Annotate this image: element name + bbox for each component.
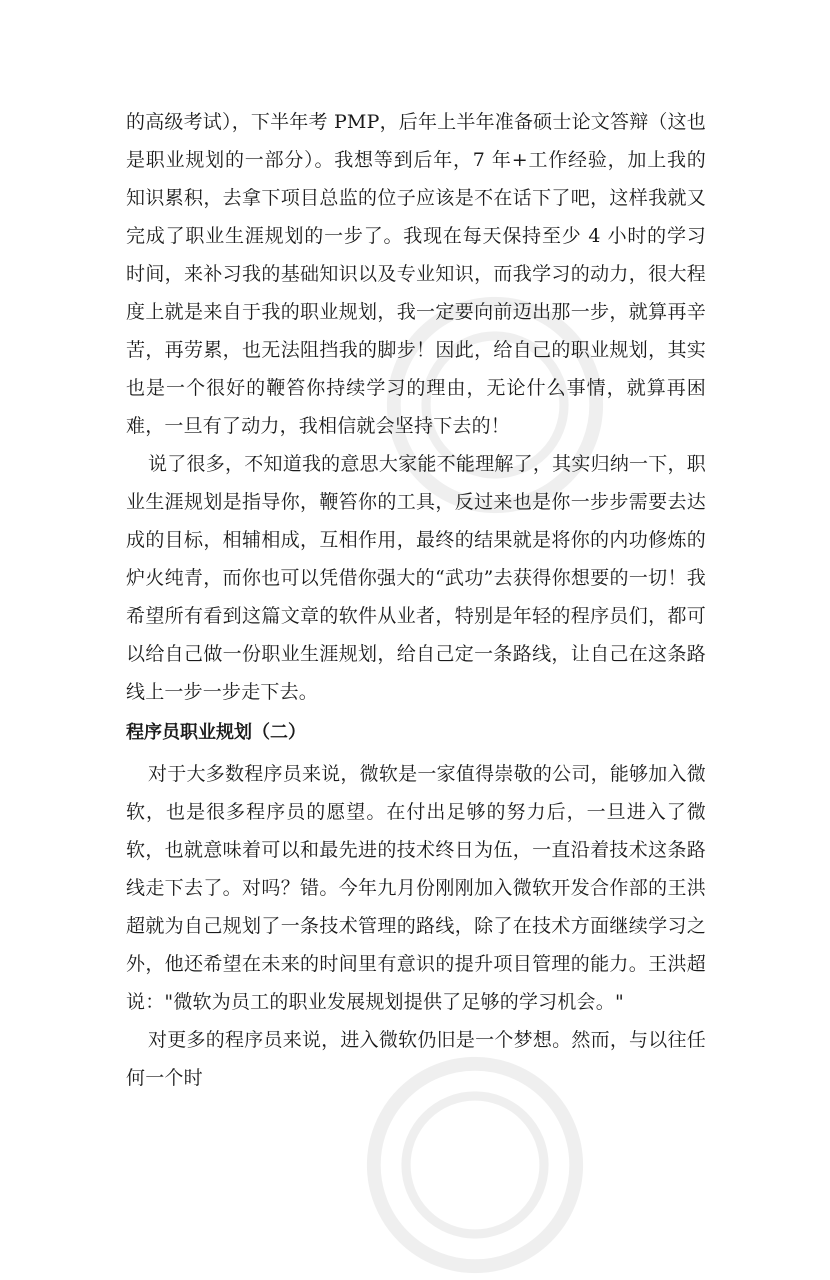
paragraph-summary: 说了很多，不知道我的意思大家能不能理解了，其实归纳一下，职业生涯规划是指导你，鞭笞你的工具，反过来也是你一步步需要去达成的目标，相辅相成，互相作用，最终的结果就是将你的内功修炼的炉火纯青，而你也可以凭借你强大的“武功”去获得你想要的一切！我希望所有看到这篇文章的软件从业者，特别是年轻的程序员们，都可以给自己做一份职业生涯规划，给自己定一条路线，让自己在这条路线上一步一步走下去。 <box>126 453 706 703</box>
paragraph-dream: 对更多的程序员来说，进入微软仍旧是一个梦想。然而，与以往任何一个时 <box>126 1029 706 1089</box>
section-heading: 程序员职业规划（二） <box>126 722 306 743</box>
paragraph-microsoft: 对于大多数程序员来说，微软是一家值得崇敬的公司，能够加入微软，也是很多程序员的愿望。在付出足够的努力后，一旦进入了微软，也就意味着可以和最先进的技术终日为伍，一直沿着技术这条路线走下去了。对吗？错。今年九月份刚刚加入微软开发合作部的王洪超就为自己规划了一条技术管理的路线，除了在技术方面继续学习之外，他还希望在未来的时间里有意识的提升项目管理的能力。王洪超说："微软为员工的职业发展规划提供了足够的学习机会。" <box>126 763 706 1013</box>
paragraph-continued: 的高级考试），下半年考 PMP，后年上半年准备硕士论文答辩（这也是职业规划的一部分）。我想等到后年，7 年+工作经验，加上我的知识累积，去拿下项目总监的位子应该是不在话下了吧，这样我就又完成了职业生涯规划的一步了。我现在每天保持至少 4 小时的学习时间，来补习我的基础知识以及专业知识，而我学习的动力，很大程度上就是来自于我的职业规划，我一定要向前迈出那一步，就算再辛苦，再劳累，也无法阻挡我的脚步！因此，给自己的职业规划，其实也是一个很好的鞭笞你持续学习的理由，无论什么事情，就算再困难，一旦有了动力，我相信就会坚持下去的！ <box>126 111 706 437</box>
document-body <box>126 103 706 1097</box>
